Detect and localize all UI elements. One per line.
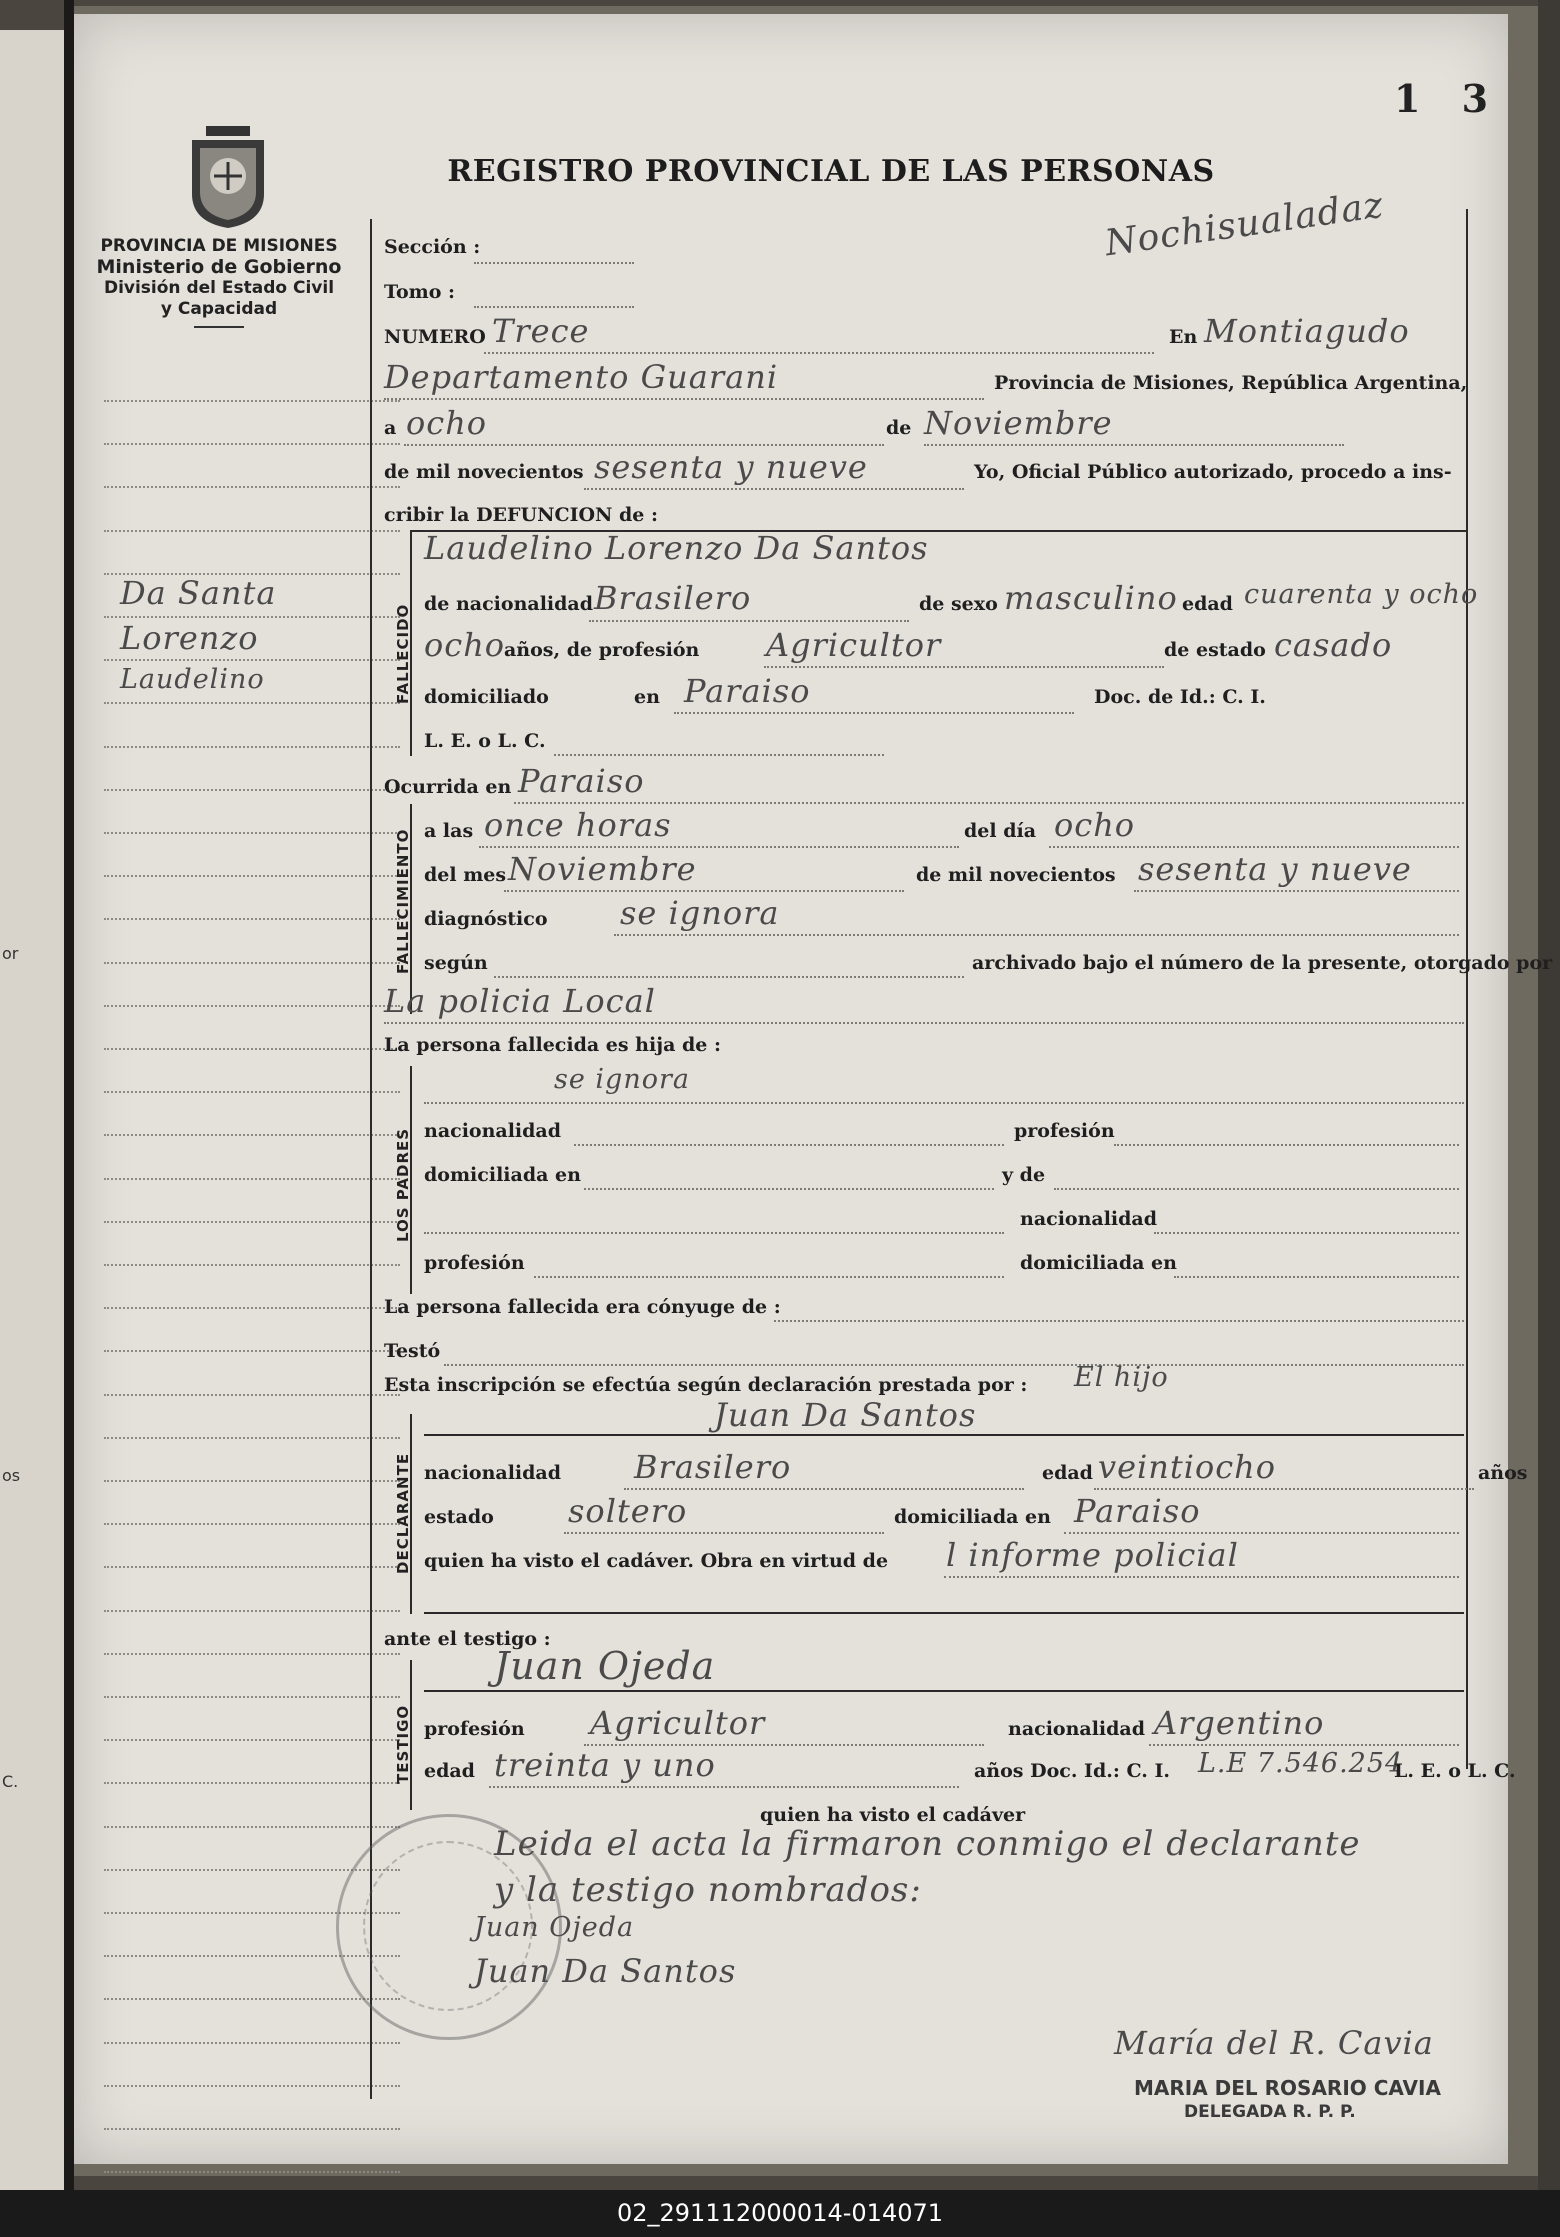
margin-rule: [104, 1437, 400, 1439]
declarante-domicilio: Paraiso: [1074, 1492, 1201, 1530]
seccion-label: Sección :: [384, 236, 481, 258]
declarante-estado-line: [564, 1532, 884, 1534]
officer-role: DELEGADA R. P. P.: [1184, 2102, 1356, 2122]
margin-rule: [104, 1782, 400, 1784]
dia-value: ocho: [406, 404, 488, 442]
declarante-domiciliada-label: domiciliada en: [894, 1506, 1051, 1528]
testo-line: [444, 1364, 1464, 1366]
margin-rule: [104, 443, 400, 445]
left-fragment: or: [2, 944, 19, 963]
section-fallecido: FALLECIDO: [394, 603, 412, 704]
nacionalidad-label: de nacionalidad: [424, 593, 594, 615]
margin-rule: [104, 1739, 400, 1741]
ocurrida-label: Ocurrida en: [384, 776, 512, 798]
anio-fallecimiento: sesenta y nueve: [1138, 850, 1412, 888]
margin-second-surname: Lorenzo: [120, 619, 259, 657]
hora-value: once horas: [484, 806, 672, 844]
padres-domiciliada-label: domiciliada en: [424, 1164, 581, 1186]
provincia-label: Provincia de Misiones, República Argentina,: [994, 372, 1468, 394]
a-label: a: [384, 417, 397, 439]
cover-edge: [1538, 0, 1560, 2190]
declarante-nacionalidad-label: nacionalidad: [424, 1462, 562, 1484]
declarante-edad-label: edad: [1042, 1462, 1093, 1484]
diagnostico-value: se ignora: [620, 894, 780, 932]
edad-label: edad: [1182, 593, 1233, 615]
padres-domiciliada2-label: domiciliada en: [1020, 1252, 1177, 1274]
margin-rule: [104, 962, 400, 964]
padres-nombre-line: [424, 1102, 1464, 1104]
issuer-capacity: y Capacidad: [160, 299, 278, 319]
testigo-profesion-label: profesión: [424, 1718, 525, 1740]
estado-label: de estado: [1164, 639, 1266, 661]
segun-line: [494, 976, 964, 978]
mes-line: [924, 444, 1344, 446]
deldia-line: [1049, 846, 1459, 848]
testo-label: Testó: [384, 1340, 441, 1362]
margin-rule: [104, 1480, 400, 1482]
officer-name: MARIA DEL ROSARIO CAVIA: [1134, 2076, 1441, 2100]
testigo-nacionalidad-line: [1149, 1744, 1459, 1746]
declaracion-label: Esta inscripción se efectúa según declaración prestada por :: [384, 1374, 1028, 1396]
declarante-estado: soltero: [568, 1492, 688, 1530]
de-label: de: [886, 417, 912, 439]
otorgado-line: [384, 1022, 1464, 1024]
testigo-edad: treinta y uno: [494, 1746, 716, 1784]
section-declarante: DECLARANTE: [394, 1452, 412, 1574]
issuer-ministry: Ministerio de Gobierno: [96, 256, 342, 278]
official-seal: [336, 1814, 562, 2040]
testigo-nacionalidad: Argentino: [1154, 1704, 1325, 1742]
testigo-le-label: L. E. o L. C.: [1394, 1760, 1516, 1782]
le-line: [554, 754, 884, 756]
departamento-line: [384, 398, 984, 400]
declarante-visto-label: quien ha visto el cadáver. Obra en virtud de: [424, 1550, 889, 1572]
otorgado-value: La policia Local: [384, 982, 656, 1020]
closing-line2: y la testigo nombrados:: [494, 1870, 922, 1910]
fallecido-domicilio: Paraiso: [684, 672, 811, 710]
declarante-nombre: Juan Da Santos: [714, 1396, 977, 1434]
dia-line: [404, 444, 884, 446]
declarante-nacionalidad: Brasilero: [634, 1448, 792, 1486]
padres-domiciliada-line: [584, 1188, 994, 1190]
milnov-label: de mil novecientos: [916, 864, 1116, 886]
margin-rule: [104, 530, 400, 532]
padres-nacionalidad2-label: nacionalidad: [1020, 1208, 1158, 1230]
ocurrida-value: Paraiso: [518, 762, 645, 800]
hija-label: La persona fallecida es hija de :: [384, 1034, 722, 1056]
issuer-block: [94, 236, 344, 328]
sexo-label: de sexo: [919, 593, 998, 615]
issuer-rule: [194, 326, 244, 328]
seccion-line: [474, 262, 634, 264]
margin-rule: [104, 1566, 400, 1568]
fallecido-nombre: Laudelino Lorenzo Da Santos: [424, 529, 929, 567]
fallecido-nacionalidad: Brasilero: [594, 579, 752, 617]
declarante-domicilio-line: [1064, 1532, 1459, 1534]
signature-officer: María del R. Cavia: [1114, 2024, 1434, 2062]
declaracion-value: El hijo: [1074, 1362, 1169, 1393]
right-border: [1466, 209, 1468, 1769]
page-number: 1 3: [1394, 76, 1503, 121]
section-fallecimiento: FALLECIMIENTO: [394, 828, 412, 974]
section-padres: LOS PADRES: [394, 1127, 412, 1242]
fallecido-profesion: Agricultor: [766, 626, 942, 664]
margin-surname: Da Santa: [120, 574, 277, 612]
testigo-doc-label: años Doc. Id.: C. I.: [974, 1760, 1170, 1782]
signature-declarante: Juan Da Santos: [474, 1952, 737, 1990]
testigo-doc: L.E 7.546.254: [1198, 1748, 1404, 1779]
dia-fallecimiento: ocho: [1054, 806, 1136, 844]
ocurrida-line: [514, 802, 1464, 804]
conyuge-label: La persona fallecida era cónyuge de :: [384, 1296, 781, 1318]
padres-profesion-line: [1114, 1144, 1459, 1146]
numero-label: NUMERO: [384, 326, 486, 348]
margin-rule: [104, 486, 400, 488]
declarante-nacionalidad-line: [624, 1488, 1024, 1490]
fallecido-edad: cuarenta y ocho: [1244, 579, 1479, 610]
deldia-label: del día: [964, 820, 1037, 842]
yde-line: [1054, 1188, 1459, 1190]
margin-rule: [104, 918, 400, 920]
conyuge-line: [774, 1320, 1464, 1322]
en-value: Montiagudo: [1204, 312, 1410, 350]
segun-label: según: [424, 952, 488, 974]
padres-profesion2-label: profesión: [424, 1252, 525, 1274]
margin-rule: [104, 2171, 400, 2173]
margin-rule: [104, 1091, 400, 1093]
declarante-estado-label: estado: [424, 1506, 494, 1528]
margin-rule: [104, 746, 400, 748]
diagnostico-label: diagnóstico: [424, 908, 548, 930]
margin-rule: [104, 1998, 400, 2000]
padres-profesion-label: profesión: [1014, 1120, 1115, 1142]
departamento-value: Departamento Guarani: [384, 358, 779, 396]
declarante-virtud-line: [944, 1576, 1459, 1578]
margin-rule: [104, 2128, 400, 2130]
testigo-edad-label: edad: [424, 1760, 475, 1782]
diagnostico-line: [614, 934, 1459, 936]
margin-rule: [104, 1134, 400, 1136]
testigo-nombre-rule: [424, 1690, 1464, 1692]
province-crest-icon: [186, 124, 270, 230]
en-label: En: [1169, 326, 1198, 348]
fallecido-edad-cont: ocho: [424, 626, 506, 664]
testigo-edad-line: [489, 1786, 959, 1788]
le-label: L. E. o L. C.: [424, 730, 546, 752]
tomo-line: [474, 306, 634, 308]
margin-rule: [104, 659, 400, 661]
delmes-label: del mes: [424, 864, 507, 886]
declarante-virtud: l informe policial: [946, 1536, 1239, 1574]
oficial-label: Yo, Oficial Público autorizado, procedo a ins-: [974, 461, 1452, 483]
margin-rule: [104, 1653, 400, 1655]
padres-madre-line: [424, 1232, 1004, 1234]
fallecido-sexo: masculino: [1004, 579, 1178, 617]
padres-nacionalidad-line: [574, 1144, 1004, 1146]
book-spine: [64, 0, 74, 2200]
domicilio-label: domiciliado: [424, 686, 549, 708]
margin-rule: [104, 1264, 400, 1266]
testigo-visto-label: quien ha visto el cadáver: [760, 1804, 1026, 1826]
padres-nacionalidad2-line: [1154, 1232, 1459, 1234]
tomo-label: Tomo :: [384, 281, 456, 303]
closing-line1: Leida el acta la firmaron conmigo el declarante: [494, 1824, 1361, 1864]
margin-rule: [104, 1005, 400, 1007]
milnov-line: [1134, 890, 1459, 892]
margin-rule: [104, 789, 400, 791]
hora-line: [479, 846, 959, 848]
register-page: [74, 14, 1553, 2164]
issuer-province: PROVINCIA DE MISIONES: [100, 236, 338, 256]
numero-line: [484, 352, 1154, 354]
padres-nombre: se ignora: [554, 1064, 690, 1095]
signature-testigo: Juan Ojeda: [474, 1912, 635, 1943]
ante-testigo-label: ante el testigo :: [384, 1628, 551, 1650]
padres-nacionalidad-label: nacionalidad: [424, 1120, 562, 1142]
numero-value: Trece: [492, 312, 590, 350]
delmes-line: [504, 890, 904, 892]
testigo-nombre: Juan Ojeda: [494, 1644, 716, 1688]
inscribir-label: cribir la DEFUNCION de :: [384, 504, 658, 526]
margin-rule: [104, 1523, 400, 1525]
anio-label: de mil novecientos: [384, 461, 584, 483]
padres-profesion2-line: [534, 1276, 1004, 1278]
left-fragment: os: [2, 1466, 21, 1485]
mes-fallecimiento: Noviembre: [508, 850, 697, 888]
margin-rule: [104, 1350, 400, 1352]
margin-rule: [104, 1610, 400, 1612]
declarante-edad: veintiocho: [1098, 1448, 1277, 1486]
profesion-line: [764, 666, 1164, 668]
margin-rule: [104, 400, 400, 402]
domicilio-line: [674, 712, 1074, 714]
declarante-anios-label: años: [1478, 1462, 1528, 1484]
margin-rule: [104, 1178, 400, 1180]
section-testigo: TESTIGO: [394, 1704, 412, 1784]
margin-rule: [104, 1048, 400, 1050]
testigo-nacionalidad-label: nacionalidad: [1008, 1718, 1146, 1740]
mes-value: Noviembre: [924, 404, 1113, 442]
issuer-division: División del Estado Civil: [103, 278, 335, 298]
margin-rule: [104, 1696, 400, 1698]
padres-domiciliada2-line: [1174, 1276, 1459, 1278]
margin-rule: [104, 2042, 400, 2044]
alas-label: a las: [424, 820, 474, 842]
archivado-label: archivado bajo el número de la presente, otorgado por: [972, 952, 1553, 974]
domicilio-en-label: en: [634, 686, 660, 708]
anios-profesion-label: años, de profesión: [504, 639, 700, 661]
margin-rule: [104, 616, 400, 618]
left-fragment: C.: [2, 1772, 19, 1791]
testigo-profesion: Agricultor: [590, 1704, 766, 1742]
margin-rule: [104, 1221, 400, 1223]
nacionalidad-line: [589, 620, 909, 622]
margin-rule: [104, 1394, 400, 1396]
anio-line: [584, 488, 964, 490]
margin-rule: [104, 2085, 400, 2087]
anio-value: sesenta y nueve: [594, 448, 868, 486]
page-title: REGISTRO PROVINCIAL DE LAS PERSONAS: [447, 154, 1215, 189]
doc-label: Doc. de Id.: C. I.: [1094, 686, 1266, 708]
margin-divider: [370, 219, 372, 2099]
margin-rule: [104, 875, 400, 877]
margin-rule: [104, 832, 400, 834]
margin-rule: [104, 702, 400, 704]
margin-given-name: Laudelino: [120, 664, 265, 695]
image-id-footer: 02_291112000014-014071: [0, 2190, 1560, 2237]
annotation-top: Nochisualadaz: [1102, 184, 1387, 265]
declarante-bottom-rule: [424, 1612, 1464, 1614]
declarante-nombre-rule: [424, 1434, 1464, 1436]
fallecido-estado: casado: [1274, 626, 1393, 664]
yde-label: y de: [1002, 1164, 1046, 1186]
margin-rule: [104, 1307, 400, 1309]
margin-rule: [104, 1826, 400, 1828]
declarante-edad-line: [1094, 1488, 1474, 1490]
left-page-edge: [0, 30, 67, 2190]
